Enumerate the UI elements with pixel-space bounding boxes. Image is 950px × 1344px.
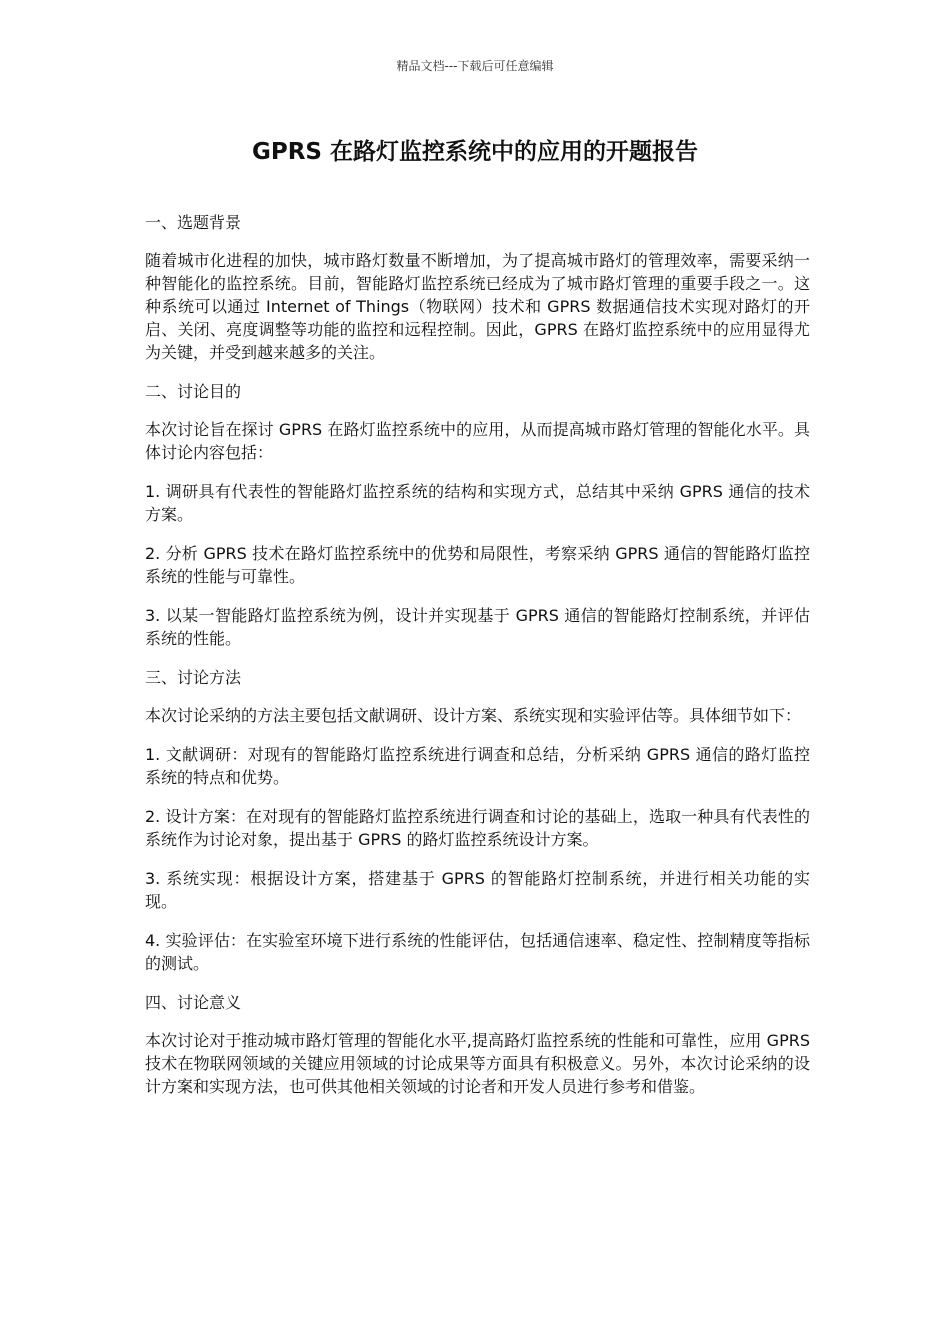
list-item-purpose-1: 1. 调研具有代表性的智能路灯监控系统的结构和实现方式，总结其中采纳 GPRS 通信的技术方案。 (145, 482, 810, 524)
section-heading-background: 一、选题背景 (145, 213, 242, 232)
document-title: GPRS 在路灯监控系统中的应用的开题报告 (251, 139, 699, 165)
paragraph-purpose-intro: 本次讨论旨在探讨 GPRS 在路灯监控系统中的应用，从而提高城市路灯管理的智能化水平。具体讨论内容包括： (145, 420, 810, 462)
paragraph-significance: 本次讨论对于推动城市路灯管理的智能化水平,提高路灯监控系统的性能和可靠性，应用 GPRS 技术在物联网领域的关键应用领域的讨论成果等方面具有积极意义。另外，本次讨论采纳的设计方案和实现方法，也可供其他相关领域的讨论者和开发人员进行参考和借鉴。 (145, 1031, 810, 1096)
paragraph-background: 随着城市化进程的加快，城市路灯数量不断增加，为了提高城市路灯的管理效率，需要采纳一种智能化的监控系统。目前，智能路灯监控系统已经成为了城市路灯管理的重要手段之一。这种系统可以通过 Internet of Things（物联网）技术和 GPRS 数据通信技术实现对路灯的开启、关闭、亮度调整等功能的监控和远程控制。因此，GPRS 在路灯监控系统中的应用显得尤为关键，并受到越来越多的关注。 (145, 251, 810, 362)
list-item-method-1: 1. 文献调研：对现有的智能路灯监控系统进行调查和总结，分析采纳 GPRS 通信的路灯监控系统的特点和优势。 (145, 745, 810, 787)
list-item-method-3: 3. 系统实现：根据设计方案，搭建基于 GPRS 的智能路灯控制系统，并进行相关功能的实现。 (145, 869, 810, 911)
section-heading-method: 三、讨论方法 (145, 668, 242, 687)
list-item-purpose-3: 3. 以某一智能路灯监控系统为例，设计并实现基于 GPRS 通信的智能路灯控制系统，并评估系统的性能。 (145, 606, 810, 648)
section-heading-purpose: 二、讨论目的 (145, 382, 242, 401)
document-body (145, 211, 810, 1114)
section-heading-significance: 四、讨论意义 (145, 993, 242, 1012)
list-item-method-2: 2. 设计方案：在对现有的智能路灯监控系统进行调查和讨论的基础上，选取一种具有代表性的系统作为讨论对象，提出基于 GPRS 的路灯监控系统设计方案。 (145, 807, 810, 849)
header-note: 精品文档---下载后可任意编辑 (396, 59, 554, 73)
list-item-purpose-2: 2. 分析 GPRS 技术在路灯监控系统中的优势和局限性，考察采纳 GPRS 通信的智能路灯监控系统的性能与可靠性。 (145, 544, 810, 586)
list-item-method-4: 4. 实验评估：在实验室环境下进行系统的性能评估，包括通信速率、稳定性、控制精度等指标的测试。 (145, 931, 810, 973)
paragraph-method-intro: 本次讨论采纳的方法主要包括文献调研、设计方案、系统实现和实验评估等。具体细节如下： (145, 706, 802, 725)
